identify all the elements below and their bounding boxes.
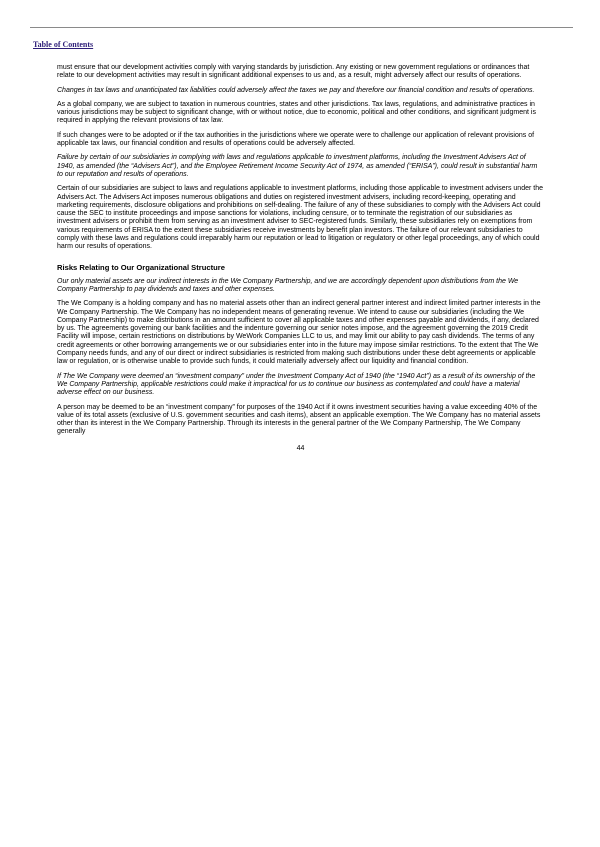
section-heading: Risks Relating to Our Organizational Structure (57, 262, 225, 272)
paragraph: A person may be deemed to be an “investment company” for purposes of the 1940 Act if it owns investment securities having a value exceeding 40% of the value of its total assets (exclusive of U.S. government securities and cash items), absent an applicable exemption. The We Company has no material assets other than its interest in the We Company Partnership. Through its interests in the general partner of the We Company Partnership, The We Company generally (57, 403, 541, 436)
paragraph: Certain of our subsidiaries are subject to laws and regulations applicable to investment platforms, including those applicable to investment advisers under the Advisers Act. The Advisers Act imposes numerous obligations and duties on registered investment advisers, including record-keeping, operating and marketing requirements, disclosure obligations and prohibitions on self-dealing. The failure of any of these subsidiaries to comply with the Advisers Act could cause the SEC to institute proceedings and impose sanctions for violations, including censure, or to terminate the registration of our subsidiaries as investment advisers or prohibit them from serving as an investment adviser to SEC-registered funds. Similarly, these subsidiaries rely on exemptions from various requirements of ERISA to the extent these subsidiaries receive investments by benefit plan investors. The failure of our relevant subsidiaries to comply with these laws and regulations could irreparably harm our reputation or lead to litigation or regulatory or other legal proceedings, any of which could harm our results of operations. (57, 185, 543, 251)
paragraph: As a global company, we are subject to taxation in numerous countries, states and other jurisdictions. Tax laws, regulations, and administrative practices in various jurisdictions may be subject to significant change, with or without notice, due to economic, political and other conditions, and significant judgment is required in applying the relevant provisions of tax law. (57, 100, 536, 125)
top-divider (30, 27, 573, 28)
risk-factor-caption: Changes in tax laws and unanticipated tax liabilities could adversely affect the taxes we pay and therefore our financial condition and results of operations. (57, 86, 535, 94)
paragraph-continuation: must ensure that our development activities comply with varying standards by jurisdiction. Any existing or new government regulations or ordinances that relate to our development activities may result in significant additional expenses to us and, as a result, might adversely affect our results of operations. (57, 64, 530, 80)
risk-factor-caption: Failure by certain of our subsidiaries in complying with laws and regulations applicable to investment platforms, including the Investment Advisers Act of 1940, as amended (the “Advisers Act”), and the Employee Retirement Income Security Act of 1974, as amended (“ERISA”), could result in substantial harm to our reputation and results of operations. (57, 154, 538, 178)
risk-factor-caption: Our only material assets are our indirect interests in the We Company Partnership, and we are accordingly dependent upon distributions from the We Company Partnership to pay dividends and taxes and other expenses. (57, 277, 519, 293)
table-of-contents-link[interactable]: Table of Contents (33, 40, 94, 49)
page-number: 44 (296, 444, 305, 452)
paragraph: If such changes were to be adopted or if the tax authorities in the jurisdictions where we operate were to challenge our application of relevant provisions of applicable tax laws, our financial condition and results of operations could be adversely affected. (57, 131, 535, 148)
document-body (57, 64, 544, 452)
paragraph: The We Company is a holding company and has no material assets other than an indirect general partner interest and indirect limited partner interests in the We Company Partnership. The We Company has no independent means of generating revenue. We intend to cause our subsidiaries (including the We Company Partnership) to make distributions in an amount sufficient to cover all applicable taxes and other expenses payable and dividends, if any, declared by us. The agreements governing our bank facilities and the indenture governing our senior notes impose, and the agreement governing the 2019 Credit Facility will impose, certain restrictions on distributions by WeWork Companies LLC to us, and may limit our ability to pay cash dividends. The terms of any credit agreements or other borrowing arrangements we or our subsidiaries enter into in the future may impose similar restrictions. To the extent that The We Company needs funds, and any of our direct or indirect subsidiaries is restricted from making such distributions under these debt agreements or applicable law or regulation, or is otherwise unable to provide such funds, it could materially adversely affect our liquidity and financial condition. (57, 300, 541, 366)
risk-factor-caption: If The We Company were deemed an “investment company” under the Investment Company Act of 1940 (the “1940 Act”) as a result of its ownership of the We Company Partnership, applicable restrictions could make it impractical for us to continue our business as contemplated and could have a material adverse effect on our business. (57, 372, 536, 397)
